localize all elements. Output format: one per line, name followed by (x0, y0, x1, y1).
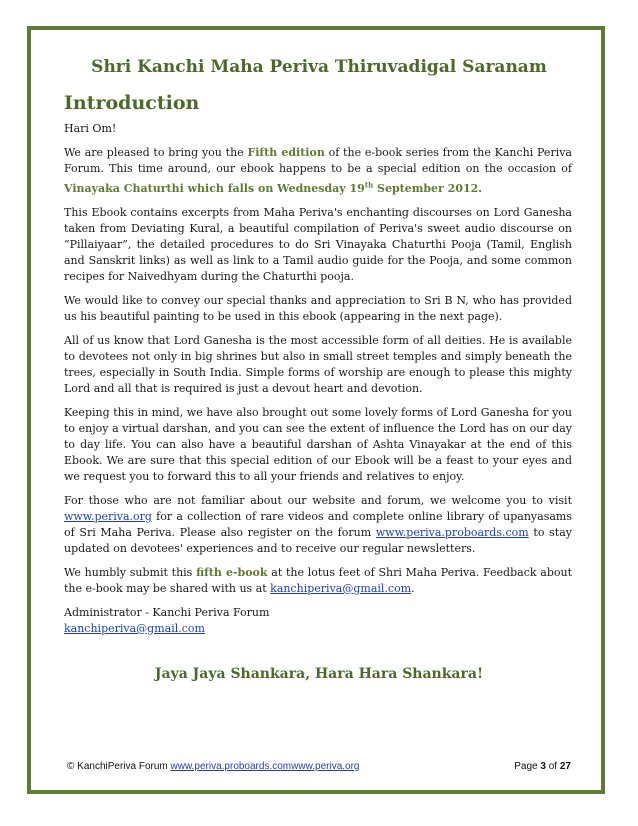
paragraph-website: For those who are not familiar about our website and forum, we welcome you to visit www.periva.org for a collection of rare videos and complete online library of upanyasams of Sri Maha Periva. Please also register on the forum www.periva.proboards.com to stay updated on devotees' experiences and to receive our regular newsletters. (64, 493, 573, 555)
closing-line: Jaya Jaya Shankara, Hara Hara Shankara! (154, 666, 484, 682)
paragraph-thanks: We would like to convey our special thanks and appreciation to Sri B N, who has provided us his beautiful painting to be used in this ebook (appearing in the next page). (64, 293, 572, 323)
page-footer (67, 761, 571, 772)
greeting: Hari Om! (64, 122, 117, 135)
page-number: Page 3 of 27 (514, 761, 571, 772)
footer-proboards-link[interactable]: www.periva.proboards.com (170, 761, 292, 772)
paragraph-ganesha: All of us know that Lord Ganesha is the most accessible form of all deities. He is available to devotees not only in big shrines but also in small street temples and simply beneath the trees, especially in South India. Simple forms of worship are enough to please this mighty Lord and all that is required is just a devout heart and devotion. (64, 333, 572, 395)
main-content (64, 91, 572, 637)
signature-email-link[interactable]: kanchiperiva@gmail.com (64, 621, 205, 635)
paragraph-intro (64, 145, 572, 197)
proboards-link[interactable]: www.periva.proboards.com (375, 525, 529, 539)
paragraph-darshan: Keeping this in mind, we have also brought out some lovely forms of Lord Ganesha for you to enjoy a virtual darshan, and you can see the extent of influence the Lord has on our day to day life. You can also have a beautiful darshan of Ashta Vinayakar at the end of this Ebook. We are sure that this special edition of our Ebook will be a feast to your eyes and we request you to forward this to all your friends and relatives to enjoy. (64, 405, 572, 483)
fifth-ebook-label: fifth e-book (196, 565, 268, 579)
paragraph-contents: This Ebook contains excerpts from Maha Periva's enchanting discourses on Lord Ganesha taken from Deviating Kural, a beautiful compilation of Periva's sweet audio discourse on “Pillaiyaar”, the detailed procedures to do Sri Vinayaka Chaturthi Pooja (Tamil, English and Sanskrit links) as well as link to a Tamil audio guide for the Pooja, and some common recipes for Naivedhyam during the Chaturthi pooja. (64, 205, 572, 283)
footer-periva-org-link[interactable]: www.periva.org (291, 761, 360, 772)
periva-org-link[interactable]: www.periva.org (64, 509, 152, 523)
section-title: Introduction (64, 92, 200, 114)
page-header: Shri Kanchi Maha Periva Thiruvadigal Saranam (91, 57, 547, 77)
paragraph-submit: We humbly submit this fifth e-book at the lotus feet of Shri Maha Periva. Feedback about the e-book may be shared with us at kanchiperiva@gmail.com. (64, 565, 572, 595)
p1-fifth-edition: Fifth edition (247, 146, 325, 159)
footer-copyright: © KanchiPeriva Forum (67, 761, 171, 772)
p1-text-a: We are pleased to bring you the (64, 146, 248, 159)
signature-block (64, 605, 572, 637)
signature-name: Administrator - Kanchi Periva Forum (64, 605, 270, 619)
p1-text-c: of the e-book series from the Kanchi Periva Forum. This time around, our ebook happens to be a special edition on the occasion of (64, 146, 572, 175)
p1-occasion: Vinayaka Chaturthi which falls on Wednesday 19th September 2012. (64, 180, 483, 195)
feedback-email-link[interactable]: kanchiperiva@gmail.com (270, 581, 412, 595)
